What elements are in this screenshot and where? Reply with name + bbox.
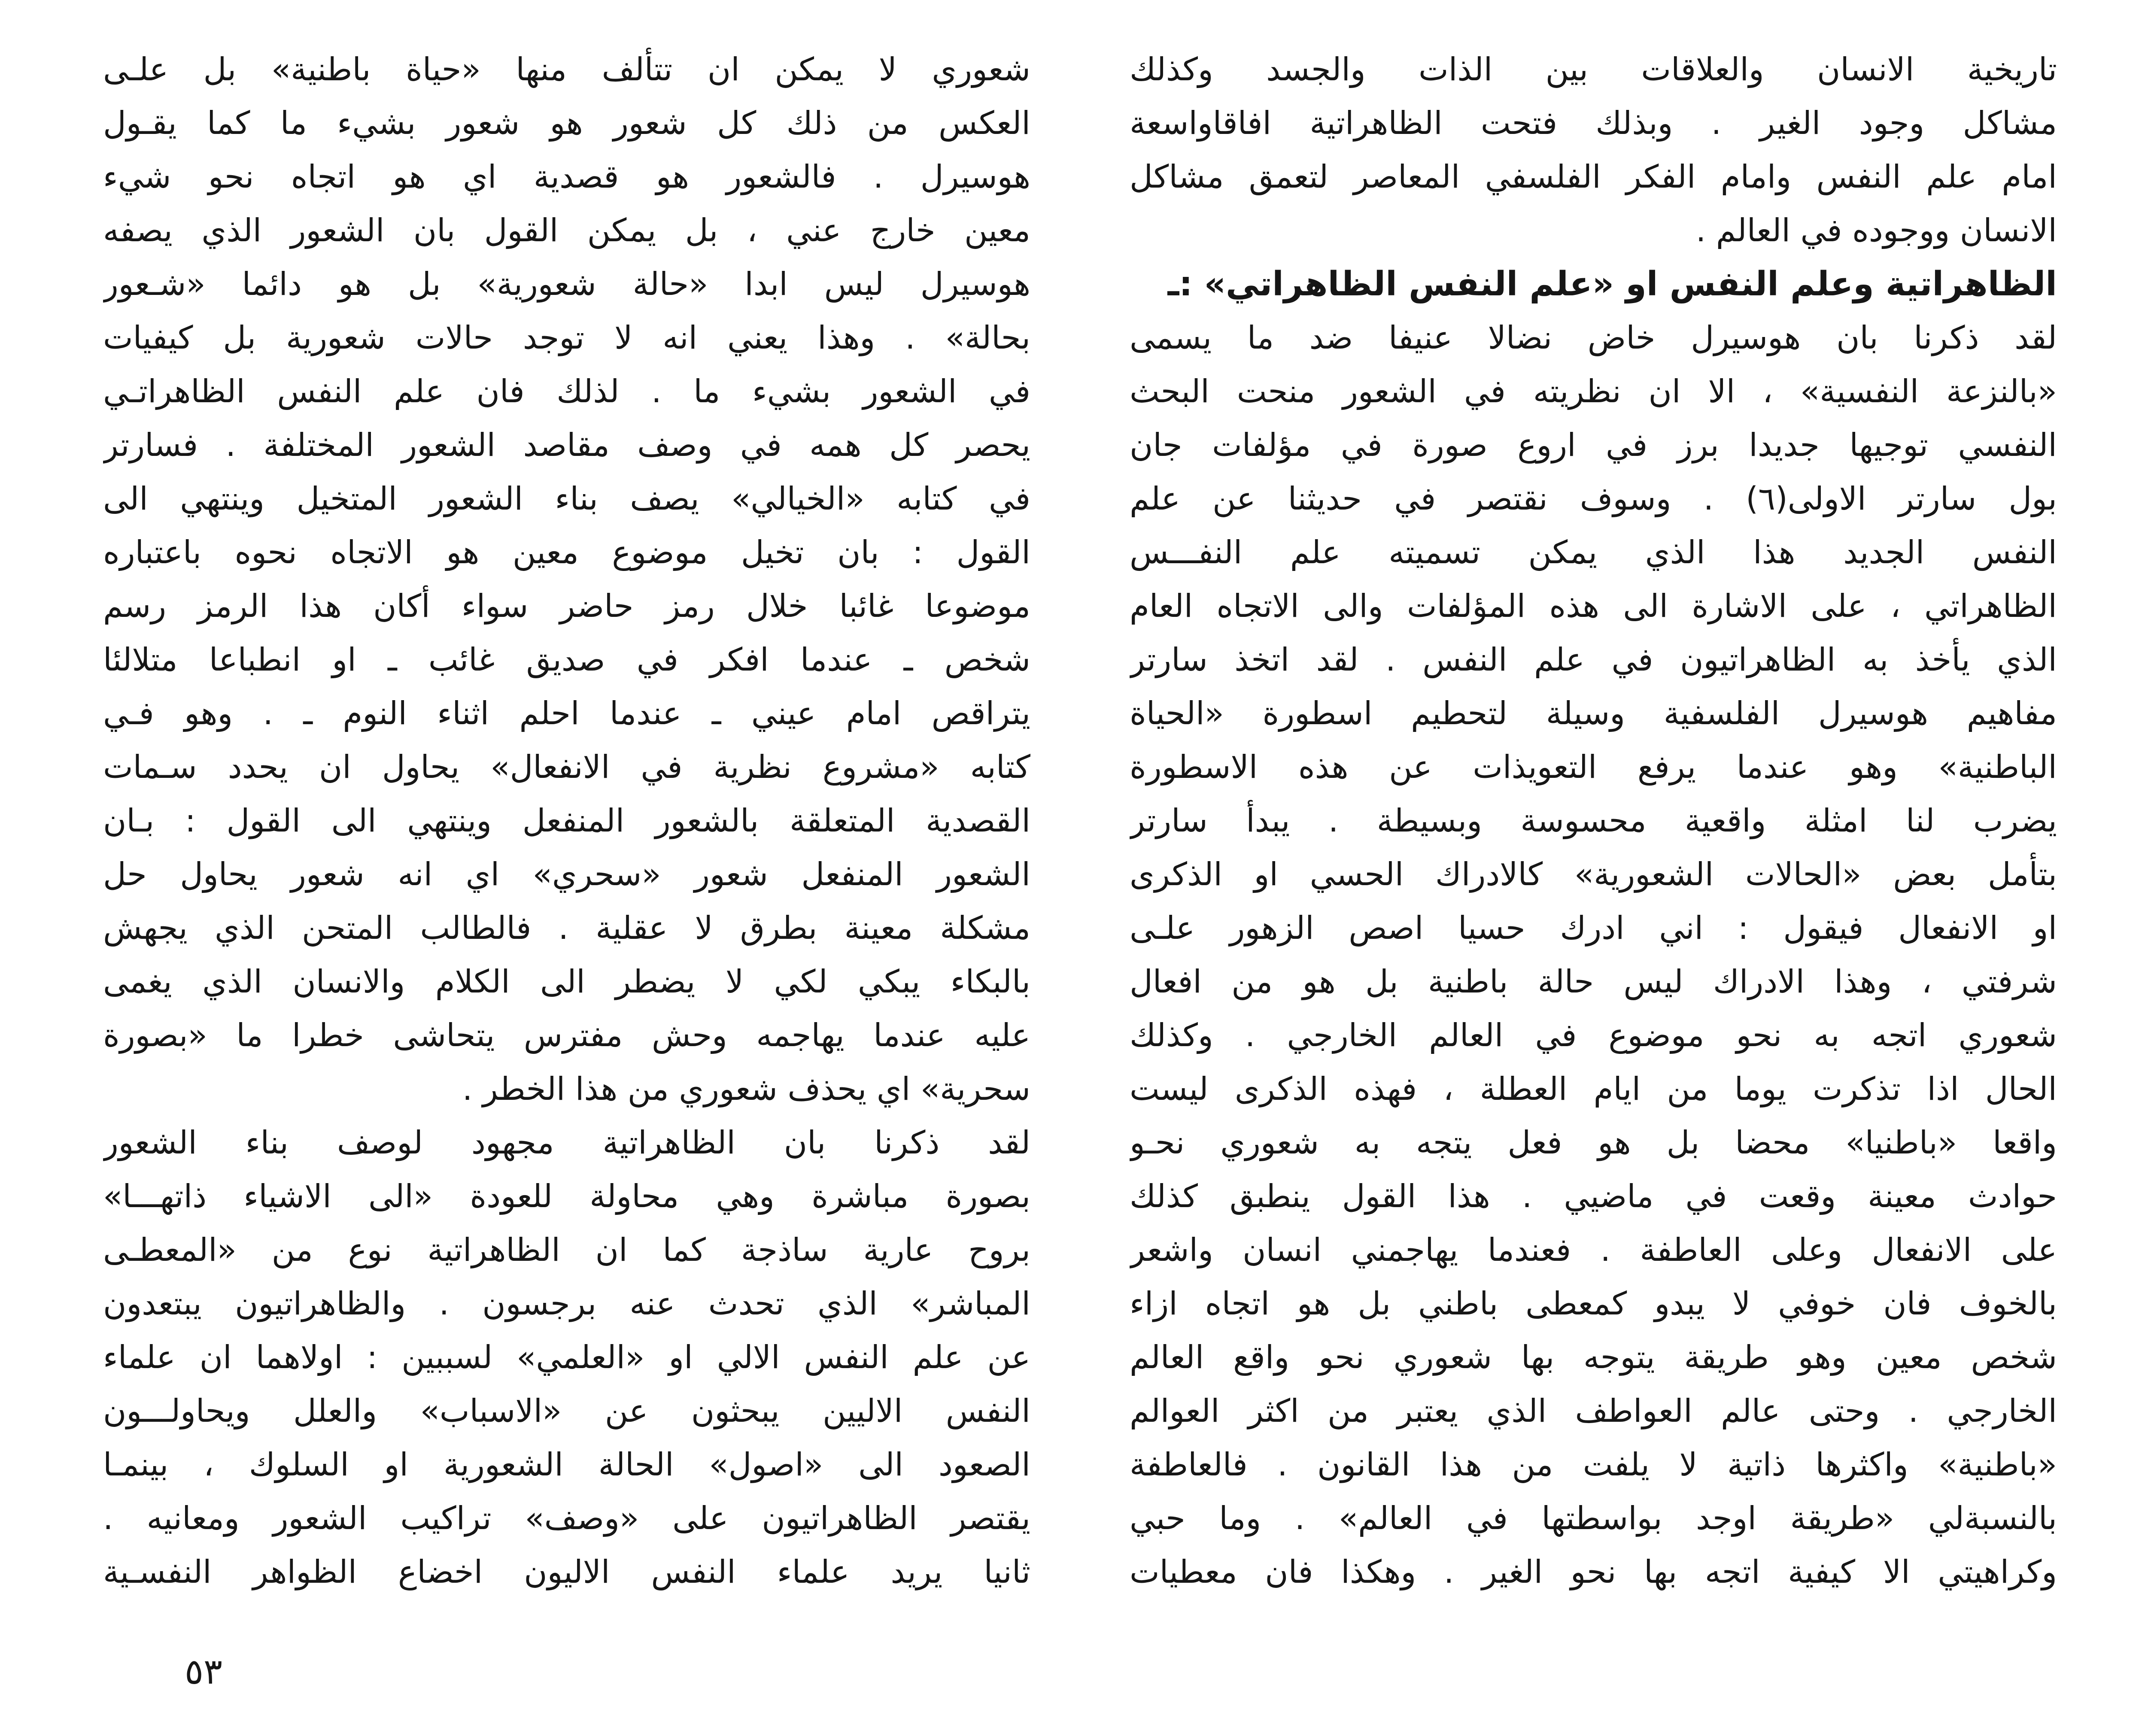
text-line: شخص معين وهو طريقة يتوجه بها شعوري نحو واقع العالم [1130,1339,2057,1376]
text-line: بالبكاء يبكي لكي لا يضطر الى الكلام والانسان الذي يغمى [103,963,1030,1000]
text-line: شعوري اتجه به نحو موضوع في العالم الخارجي . وكذلك [1130,1017,2057,1054]
text-line: عليه عندما يهاجمه وحش مفترس يتحاشى خطرا ما «بصورة [103,1017,1030,1054]
text-line: بول سارتر الاولى(٦) . وسوف نقتصر في حديثنا عن علم [1130,480,2057,517]
text-line: الباطنية» وهو عندما يرفع التعويذات عن هذه الاسطورة [1130,749,2057,786]
text-line: واقعا «باطنيا» محضا بل هو فعل يتجه به شعوري نحـو [1130,1124,2057,1161]
text-line: يحصر كل همه في وصف مقاصد الشعور المختلفة . فسارتر [103,427,1030,464]
text-line: موضوعا غائبا خلال رمز حاضر سواء أكان هذا الرمز رسم [103,588,1030,625]
text-line: شعوري لا يمكن ان تتألف منها «حياة باطنية» بل علـى [103,51,1030,88]
text-line: مفاهيم هوسيرل الفلسفية وسيلة لتحطيم اسطورة «الحياة [1130,695,2057,732]
text-line: الذي يأخذ به الظاهراتيون في علم النفس . لقد اتخذ سارتر [1130,641,2057,678]
text-line: النفس الجديد هذا الذي يمكن تسميته علم النفـــس [1130,534,2057,571]
text-line: على الانفعال وعلى العاطفة . فعندما يهاجمني انسان واشعر [1130,1232,2057,1269]
text-line: يضرب لنا امثلة واقعية محسوسة وبسيطة . يبدأ سارتر [1130,802,2057,839]
text-line: العكس من ذلك كل شعور هو شعور بشيء ما كما يقـول [103,105,1030,142]
text-line: شخص ـ عندما افكر في صديق غائب ـ او انطباعا متلالئا [103,641,1030,678]
text-line: «بالنزعة النفسية» ، الا ان نظريته في الشعور منحت البحث [1130,373,2057,410]
text-line: لقد ذكرنا بان الظاهراتية مجهود لوصف بناء الشعور [103,1124,1030,1161]
text-line: الظاهراتي ، على الاشارة الى هذه المؤلفات والى الاتجاه العام [1130,588,2057,625]
text-line: تاريخية الانسان والعلاقات بين الذات والجسد وكذلك [1130,51,2057,88]
text-line: امام علم النفس وامام الفكر الفلسفي المعاصر لتعمق مشاكل [1130,158,2057,195]
text-line: هوسيرل ليس ابدا «حالة شعورية» بل هو دائما «شـعور [103,266,1030,303]
text-line: بصورة مباشرة وهي محاولة للعودة «الى الاشياء ذاتهـــا» [103,1178,1030,1215]
text-line: عن علم النفس الالي او «العلمي» لسببين : اولاهما ان علماء [103,1339,1030,1376]
text-line: مشكلة معينة بطرق لا عقلية . فالطالب المتحن الذي يجهش [103,910,1030,947]
text-line: بروح عارية ساذجة كما ان الظاهراتية نوع من «المعطـى [103,1232,1030,1269]
text-line: حوادث معينة وقعت في ماضيي . هذا القول ينطبق كذلك [1130,1178,2057,1215]
right-text-column [1130,43,2057,1599]
text-line: يتراقص امام عيني ـ عندما احلم اثناء النوم ـ . وهو فـي [103,695,1030,732]
left-text-column [103,43,1030,1599]
text-line: الخارجي . وحتى عالم العواطف الذي يعتبر من اكثر العوالم [1130,1393,2057,1429]
text-line: القصدية المتعلقة بالشعور المنفعل وينتهي الى القول : بـان [103,802,1030,839]
text-line: بحالة» . وهذا يعني انه لا توجد حالات شعورية بل كيفيات [103,319,1030,356]
text-line: مشاكل وجود الغير . وبذلك فتحت الظاهراتية افاقاواسعة [1130,105,2057,142]
text-line: هوسيرل . فالشعور هو قصدية اي هو اتجاه نحو شيء [103,158,1030,195]
text-line: شرفتي ، وهذا الادراك ليس حالة باطنية بل هو من افعال [1130,963,2057,1000]
text-line: او الانفعال فيقول : اني ادرك حسيا اصص الزهور علـى [1130,910,2057,947]
text-line: يقتصر الظاهراتيون على «وصف» تراكيب الشعور ومعانيه . [103,1500,1030,1537]
text-line: القول : بان تخيل موضوع معين هو الاتجاه نحوه باعتباره [103,534,1030,571]
text-line: الصعود الى «اصول» الحالة الشعورية او السلوك ، بينمـا [103,1446,1030,1483]
section-heading: الظاهراتية وعلم النفس او «علم النفس الظاهراتي» :ـ [1167,265,2057,303]
text-line: ثانيا يريد علماء النفس الاليون اخضاع الظواهر النفسـية [103,1554,1030,1590]
text-line: بالنسبةلي «طريقة اوجد بواسطتها في العالم» . وما حبي [1130,1500,2057,1537]
text-line: المباشر» الذي تحدث عنه برجسون . والظاهراتيون يبتعدون [103,1285,1030,1322]
text-line: كتابه «مشروع نظرية في الانفعال» يحاول ان يحدد سـمات [103,749,1030,786]
text-line: بالخوف فان خوفي لا يبدو كمعطى باطني بل هو اتجاه ازاء [1130,1285,2057,1322]
text-line: «باطنية» واكثرها ذاتية لا يلفت من هذا القانون . فالعاطفة [1130,1446,2057,1483]
text-line: النفس الاليين يبحثون عن «الاسباب» والعلل ويحاولـــون [103,1393,1030,1429]
text-line: النفسي توجيها جديدا برز في اروع صورة في مؤلفات جان [1130,427,2057,464]
text-line: معين خارج عني ، بل يمكن القول بان الشعور الذي يصفه [103,212,1030,249]
text-line: في الشعور بشيء ما . لذلك فان علم النفس الظاهراتـي [103,373,1030,410]
text-line: في كتابه «الخيالي» يصف بناء الشعور المتخيل وينتهي الى [103,480,1030,517]
text-line: بتأمل بعض «الحالات الشعورية» كالادراك الحسي او الذكرى [1130,856,2057,893]
text-line: الشعور المنفعل شعور «سحري» اي انه شعور يحاول حل [103,856,1030,893]
text-line: وكراهيتي الا كيفية اتجه بها نحو الغير . وهكذا فان معطيات [1130,1554,2057,1590]
text-line: لقد ذكرنا بان هوسيرل خاض نضالا عنيفا ضد ما يسمى [1130,319,2057,356]
paragraph-last-line: سحرية» اي يحذف شعوري من هذا الخطر . [462,1071,1030,1108]
page-number: ٥٣ [185,1651,223,1692]
paragraph-last-line: الانسان ووجوده في العالم . [1695,212,2057,249]
text-line: الحال اذا تذكرت يوما من ايام العطلة ، فهذه الذكرى ليست [1130,1071,2057,1108]
